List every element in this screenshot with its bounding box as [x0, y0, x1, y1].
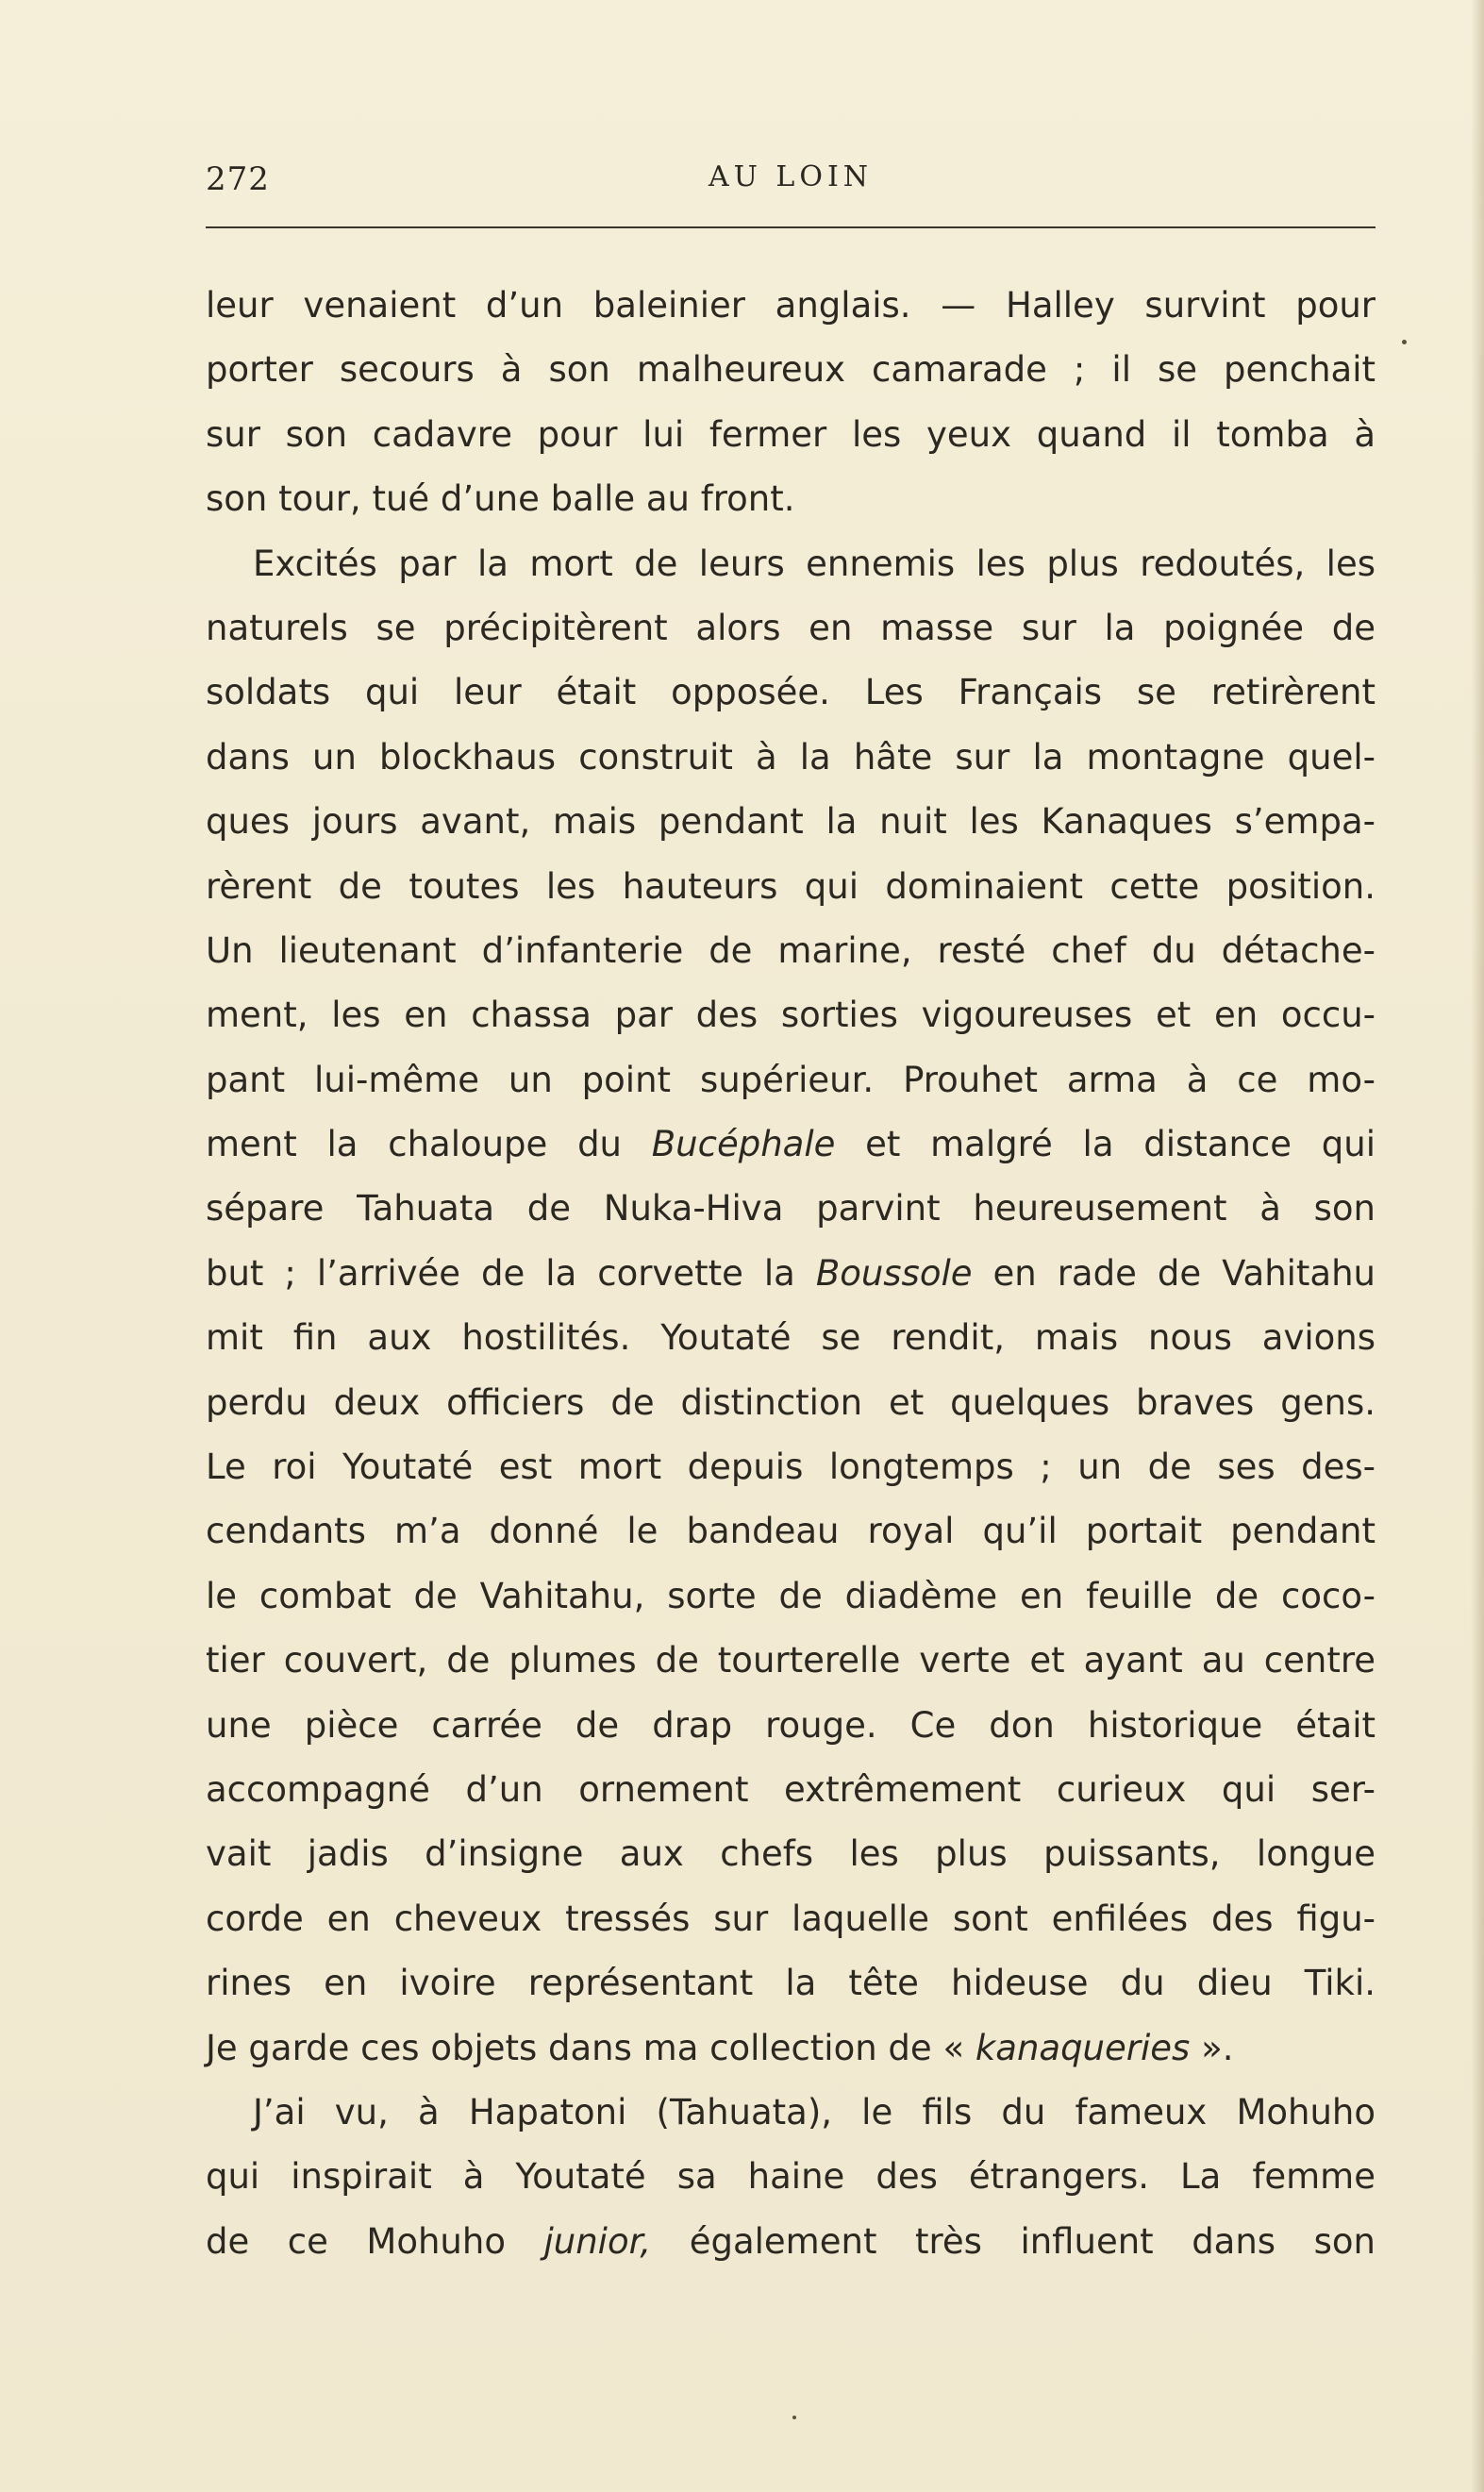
- text-line: [206, 2210, 1376, 2274]
- text-line: son tour, tué d’une balle au front.: [206, 478, 795, 520]
- text-line: [206, 1242, 1376, 1306]
- text-run: également très influent dans son: [651, 2220, 1376, 2262]
- italic-ship-name: Bucéphale: [651, 1124, 836, 1165]
- text-run: et malgré la distance qui: [835, 1124, 1376, 1165]
- text-line: porter secours à son malheureux camarade ; il se penchait: [206, 349, 1376, 391]
- text-line: leur venaient d’un baleinier anglais. — Halley survint pour: [206, 285, 1376, 326]
- body-text: [206, 274, 1376, 2274]
- text-line: Un lieutenant d’infanterie de marine, resté chef du détache-: [206, 929, 1376, 971]
- text-line: rèrent de toutes les hauteurs qui dominaient cette position.: [206, 865, 1376, 907]
- text-line: [206, 1112, 1376, 1177]
- text-run: ».: [1190, 2027, 1234, 2068]
- text-run: Je garde ces objets dans ma collection de «: [206, 2027, 975, 2068]
- text-line: sur son cadavre pour lui fermer les yeux quand il tomba à: [206, 413, 1376, 455]
- page-header: [206, 151, 1376, 208]
- text-run: but ; l’arrivée de la corvette la: [206, 1252, 816, 1294]
- text-line: perdu deux officiers de distinction et quelques braves gens.: [206, 1381, 1376, 1423]
- text-line: rines en ivoire représentant la tête hideuse du dieu Tiki.: [206, 1963, 1376, 2004]
- text-line: une pièce carrée de drap rouge. Ce don historique était: [206, 1704, 1376, 1746]
- header-rule: [206, 226, 1376, 228]
- text-line: qui inspirait à Youtaté sa haine des étrangers. La femme: [206, 2156, 1376, 2198]
- text-run: de ce Mohuho: [206, 2220, 544, 2262]
- text-line: soldats qui leur était opposée. Les Français se retirèrent: [206, 672, 1376, 713]
- text-line: le combat de Vahitahu, sorte de diadème en feuille de coco-: [206, 1575, 1376, 1616]
- text-line: sépare Tahuata de Nuka-Hiva parvint heureusement à son: [206, 1188, 1376, 1229]
- text-line: naturels se précipitèrent alors en masse sur la poignée de: [206, 607, 1376, 648]
- text-line: cendants m’a donné le bandeau royal qu’il portait pendant: [206, 1511, 1376, 1552]
- text-line: mit fin aux hostilités. Youtaté se rendit, mais nous avions: [206, 1317, 1376, 1359]
- paper-speck: [792, 2416, 796, 2419]
- italic-term: junior,: [543, 2220, 652, 2262]
- text-line: ment, les en chassa par des sorties vigoureuses et en occu-: [206, 995, 1376, 1036]
- text-run: ment la chaloupe du: [206, 1124, 652, 1165]
- italic-ship-name: Boussole: [815, 1252, 973, 1294]
- text-line: Excités par la mort de leurs ennemis les plus redoutés, les: [253, 543, 1376, 584]
- italic-term: kanaqueries: [975, 2027, 1191, 2068]
- text-line: pant lui-même un point supérieur. Prouhet arma à ce mo-: [206, 1059, 1376, 1100]
- text-line: corde en cheveux tressés sur laquelle sont enfilées des figu-: [206, 1898, 1376, 1939]
- text-line: ques jours avant, mais pendant la nuit les Kanaques s’empa-: [206, 801, 1376, 843]
- text-line: [206, 2016, 1376, 2081]
- text-line: vait jadis d’insigne aux chefs les plus puissants, longue: [206, 1833, 1376, 1875]
- running-title: AU LOIN: [708, 160, 874, 193]
- paper-speck: [1402, 340, 1407, 344]
- page-number: 272: [206, 160, 270, 198]
- text-line: Le roi Youtaté est mort depuis longtemps ; un de ses des-: [206, 1447, 1376, 1488]
- page-edge-shadow: [1471, 0, 1484, 2492]
- text-line: accompagné d’un ornement extrêmement curieux qui ser-: [206, 1768, 1376, 1810]
- text-line: tier couvert, de plumes de tourterelle verte et ayant au centre: [206, 1640, 1376, 1681]
- text-line: J’ai vu, à Hapatoni (Tahuata), le fils du fameux Mohuho: [253, 2091, 1376, 2132]
- text-line: dans un blockhaus construit à la hâte sur la montagne quel-: [206, 736, 1376, 778]
- text-run: en rade de Vahitahu: [972, 1252, 1376, 1294]
